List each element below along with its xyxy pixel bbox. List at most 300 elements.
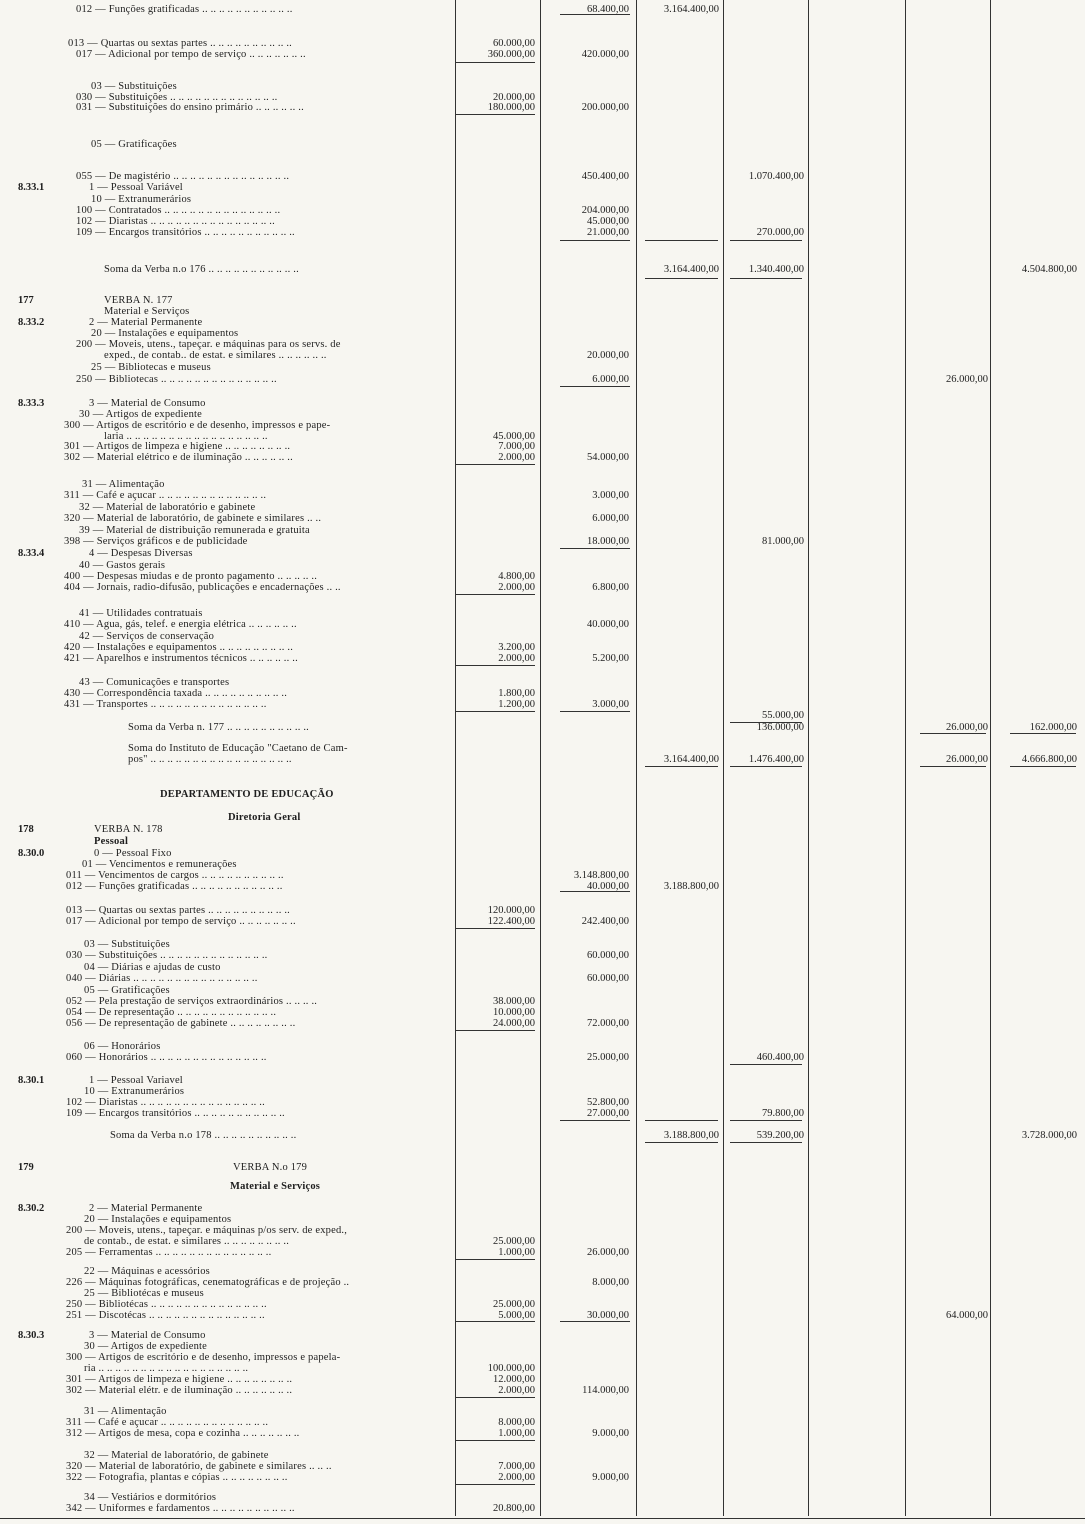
table-row bbox=[0, 916, 1085, 927]
row-label: Soma da Verba n.o 176 .. .. .. .. .. .. .. .. .. .. .. bbox=[104, 264, 299, 275]
table-row bbox=[0, 1428, 1085, 1439]
table-row bbox=[0, 38, 1085, 49]
table-row bbox=[0, 789, 1085, 800]
row-label: 42 — Serviços de conservação bbox=[79, 631, 215, 642]
row-label: 430 — Correspondência taxada .. .. .. .. .. .. .. .. .. .. bbox=[64, 688, 288, 699]
table-row bbox=[0, 848, 1085, 859]
table-row bbox=[0, 642, 1085, 653]
amount-c1: 2.000,00 bbox=[498, 1472, 535, 1483]
row-label: 017 — Adicional por tempo de serviço .. .. .. .. .. .. .. bbox=[76, 49, 306, 60]
classification-code: 8.33.1 bbox=[18, 182, 45, 193]
row-label: 300 — Artigos de escritório e de desenho, impressos e pape- bbox=[64, 420, 331, 431]
classification-code: 178 bbox=[18, 824, 34, 835]
row-label: Material e Serviços bbox=[230, 1181, 321, 1192]
subtotal-rule bbox=[455, 114, 535, 115]
table-row bbox=[0, 1406, 1085, 1417]
table-row bbox=[0, 4, 1085, 15]
subtotal-rule bbox=[455, 1321, 535, 1322]
amount-c4: 1.340.400,00 bbox=[748, 264, 804, 275]
table-row bbox=[0, 1203, 1085, 1214]
amount-c4: 1.476.400,00 bbox=[748, 754, 804, 765]
table-row bbox=[0, 295, 1085, 306]
row-label: 1 — Pessoal Variável bbox=[89, 182, 183, 193]
amount-c4: 460.400,00 bbox=[756, 1052, 804, 1063]
table-row bbox=[0, 1330, 1085, 1341]
table-row bbox=[0, 264, 1085, 275]
row-label: 2 — Material Permanente bbox=[89, 1203, 203, 1214]
amount-c2: 25.000,00 bbox=[587, 1052, 629, 1063]
table-row bbox=[0, 398, 1085, 409]
subtotal-rule bbox=[730, 722, 802, 723]
table-row bbox=[0, 582, 1085, 593]
row-label: 030 — Substituições .. .. .. .. .. .. .. .. .. .. .. .. .. bbox=[76, 92, 278, 103]
row-label: 056 — De representação de gabinete .. .. .. .. .. .. .. .. bbox=[66, 1018, 296, 1029]
table-row bbox=[0, 102, 1085, 113]
amount-c1: 180.000,00 bbox=[487, 102, 535, 113]
subtotal-rule bbox=[920, 766, 986, 767]
row-label: 32 — Material de laboratório, de gabinete bbox=[84, 1450, 269, 1461]
amount-c2: 450.400,00 bbox=[581, 171, 629, 182]
row-label: 342 — Uniformes e fardamentos .. .. .. .. .. .. .. .. .. .. bbox=[66, 1503, 295, 1514]
amount-c1: 38.000,00 bbox=[493, 996, 535, 1007]
table-row bbox=[0, 1417, 1085, 1428]
amount-c2: 21.000,00 bbox=[587, 227, 629, 238]
table-row bbox=[0, 631, 1085, 642]
row-label: 013 — Quartas ou sextas partes .. .. .. .. .. .. .. .. .. .. bbox=[68, 38, 293, 49]
table-row bbox=[0, 962, 1085, 973]
classification-code: 8.30.1 bbox=[18, 1075, 45, 1086]
row-label: 2 — Material Permanente bbox=[89, 317, 203, 328]
amount-c1: 1.000,00 bbox=[498, 1247, 535, 1258]
subtotal-rule bbox=[560, 14, 630, 15]
table-row bbox=[0, 306, 1085, 317]
table-row bbox=[0, 939, 1085, 950]
table-row bbox=[0, 571, 1085, 582]
row-label: 25 — Bibliotécas e museus bbox=[84, 1288, 204, 1299]
table-row bbox=[0, 608, 1085, 619]
row-label: 250 — Bibliotecas .. .. .. .. .. .. .. .. .. .. .. .. .. .. bbox=[76, 374, 277, 385]
table-row bbox=[0, 859, 1085, 870]
row-label: 20 — Instalações e equipamentos bbox=[84, 1214, 232, 1225]
amount-c1: 2.000,00 bbox=[498, 452, 535, 463]
table-row bbox=[0, 1097, 1085, 1108]
row-label: 25 — Bibliotecas e museus bbox=[91, 362, 211, 373]
classification-code: 8.30.0 bbox=[18, 848, 45, 859]
row-label: 3 — Material de Consumo bbox=[89, 398, 206, 409]
amount-c1: 5.000,00 bbox=[498, 1310, 535, 1321]
subtotal-rule bbox=[560, 386, 630, 387]
amount-c2: 60.000,00 bbox=[587, 973, 629, 984]
row-label: 226 — Máquinas fotográficas, cenematográficas e de projeção .. bbox=[66, 1277, 350, 1288]
table-row bbox=[0, 699, 1085, 710]
row-label: 0 — Pessoal Fixo bbox=[94, 848, 172, 859]
row-label: Diretoria Geral bbox=[228, 812, 301, 823]
amount-c4: 1.070.400,00 bbox=[748, 171, 804, 182]
table-row bbox=[0, 1352, 1085, 1363]
table-row bbox=[0, 1130, 1085, 1141]
subtotal-rule bbox=[560, 891, 630, 892]
table-row bbox=[0, 985, 1085, 996]
classification-code: 8.30.3 bbox=[18, 1330, 45, 1341]
row-label: 410 — Agua, gás, telef. e energia elétrica .. .. .. .. .. .. bbox=[64, 619, 297, 630]
table-row bbox=[0, 171, 1085, 182]
table-row bbox=[0, 441, 1085, 452]
row-label: 400 — Despesas miudas e de pronto pagamento .. .. .. .. .. bbox=[64, 571, 318, 582]
row-label: 301 — Artigos de limpeza e higiene .. .. .. .. .. .. .. .. bbox=[66, 1374, 293, 1385]
bottom-rule bbox=[0, 1518, 1085, 1519]
table-row bbox=[0, 1310, 1085, 1321]
row-label: 040 — Diárias .. .. .. .. .. .. .. .. .. .. .. .. .. .. .. bbox=[66, 973, 258, 984]
table-row bbox=[0, 548, 1085, 559]
table-row bbox=[0, 1363, 1085, 1374]
row-label: 32 — Material de laboratório e gabinete bbox=[79, 502, 256, 513]
subtotal-rule bbox=[455, 1440, 535, 1441]
row-label: 060 — Honorários .. .. .. .. .. .. .. .. .. .. .. .. .. .. bbox=[66, 1052, 267, 1063]
amount-c1: 12.000,00 bbox=[493, 1374, 535, 1385]
table-row bbox=[0, 870, 1085, 881]
row-label: 012 — Funções gratificadas .. .. .. .. .. .. .. .. .. .. .. bbox=[76, 4, 293, 15]
amount-c2: 242.400,00 bbox=[581, 916, 629, 927]
amount-c2: 114.000,00 bbox=[582, 1385, 629, 1396]
table-row bbox=[0, 409, 1085, 420]
row-label: 43 — Comunicações e transportes bbox=[79, 677, 230, 688]
row-label: 030 — Substituições .. .. .. .. .. .. .. .. .. .. .. .. .. bbox=[66, 950, 268, 961]
table-row bbox=[0, 1450, 1085, 1461]
subtotal-rule bbox=[560, 240, 630, 241]
amount-c2: 40.000,00 bbox=[587, 619, 629, 630]
amount-c2: 6.800,00 bbox=[592, 582, 629, 593]
row-label: Soma da Verba n. 177 .. .. .. .. .. .. .. .. .. .. bbox=[128, 722, 309, 733]
table-row bbox=[0, 1075, 1085, 1086]
amount-c1: 1.200,00 bbox=[498, 699, 535, 710]
subtotal-rule bbox=[455, 1030, 535, 1031]
amount-c2: 200.000,00 bbox=[581, 102, 629, 113]
table-row bbox=[0, 710, 1085, 721]
row-label: 30 — Artigos de expediente bbox=[79, 409, 203, 420]
row-label: 200 — Moveis, utens., tapeçar. e máquinas p/os serv. de exped., bbox=[66, 1225, 348, 1236]
amount-c3: 3.188.800,00 bbox=[663, 881, 719, 892]
table-row bbox=[0, 812, 1085, 823]
row-label: Pessoal bbox=[94, 836, 129, 847]
amount-c2: 18.000,00 bbox=[587, 536, 629, 547]
amount-c2: 60.000,00 bbox=[587, 950, 629, 961]
amount-c2: 26.000,00 bbox=[587, 1247, 629, 1258]
row-label: VERBA N.o 179 bbox=[233, 1162, 308, 1173]
table-row bbox=[0, 1341, 1085, 1352]
classification-code: 8.33.4 bbox=[18, 548, 45, 559]
row-label: 251 — Discotécas .. .. .. .. .. .. .. .. .. .. .. .. .. .. bbox=[66, 1310, 265, 1321]
amount-c2: 204.000,00 bbox=[581, 205, 629, 216]
row-label: 31 — Alimentação bbox=[84, 1406, 167, 1417]
table-row bbox=[0, 1461, 1085, 1472]
table-row bbox=[0, 653, 1085, 664]
row-label: 31 — Alimentação bbox=[82, 479, 165, 490]
amount-c4: 55.000,00 bbox=[762, 710, 804, 721]
amount-c1: 10.000,00 bbox=[493, 1007, 535, 1018]
table-row bbox=[0, 1018, 1085, 1029]
row-label: 109 — Encargos transitórios .. .. .. .. .. .. .. .. .. .. .. bbox=[76, 227, 295, 238]
table-row bbox=[0, 560, 1085, 571]
amount-c1: 120.000,00 bbox=[487, 905, 535, 916]
classification-code: 179 bbox=[18, 1162, 34, 1173]
amount-c2: 420.000,00 bbox=[581, 49, 629, 60]
subtotal-rule bbox=[560, 548, 630, 549]
amount-c2: 9.000,00 bbox=[592, 1428, 629, 1439]
table-row bbox=[0, 49, 1085, 60]
amount-c1: 360.000,00 bbox=[487, 49, 535, 60]
amount-c1: 2.000,00 bbox=[498, 582, 535, 593]
table-row bbox=[0, 1503, 1085, 1514]
amount-c2: 27.000,00 bbox=[587, 1108, 629, 1119]
table-row bbox=[0, 836, 1085, 847]
amount-c4: 79.800,00 bbox=[762, 1108, 804, 1119]
subtotal-rule bbox=[1010, 733, 1076, 734]
row-label: 20 — Instalações e equipamentos bbox=[91, 328, 239, 339]
amount-c2: 6.000,00 bbox=[592, 374, 629, 385]
row-label: 320 — Material de laboratório, de gabinete e similares .. .. .. bbox=[66, 1461, 332, 1472]
amount-c1: 1.000,00 bbox=[498, 1428, 535, 1439]
amount-c2: 3.000,00 bbox=[592, 490, 629, 501]
amount-c2: 6.000,00 bbox=[592, 513, 629, 524]
subtotal-rule bbox=[455, 594, 535, 595]
table-row bbox=[0, 824, 1085, 835]
amount-c3: 3.188.800,00 bbox=[663, 1130, 719, 1141]
row-label: 34 — Vestiários e dormitórios bbox=[84, 1492, 217, 1503]
table-row bbox=[0, 1007, 1085, 1018]
subtotal-rule bbox=[645, 1142, 718, 1143]
row-label: 250 — Bibliotécas .. .. .. .. .. .. .. .. .. .. .. .. .. .. bbox=[66, 1299, 267, 1310]
subtotal-rule bbox=[645, 278, 718, 279]
row-label: 054 — De representação .. .. .. .. .. .. .. .. .. .. .. .. bbox=[66, 1007, 277, 1018]
amount-c1: 2.000,00 bbox=[498, 653, 535, 664]
row-label: 102 — Diaristas .. .. .. .. .. .. .. .. .. .. .. .. .. .. .. bbox=[66, 1097, 265, 1108]
row-label: 100 — Contratados .. .. .. .. .. .. .. .. .. .. .. .. .. .. bbox=[76, 205, 281, 216]
row-label: laria .. .. .. .. .. .. .. .. .. .. .. .. .. .. .. .. .. bbox=[104, 431, 268, 442]
amount-c5: 26.000,00 bbox=[946, 754, 988, 765]
amount-c6: 162.000,00 bbox=[1029, 722, 1077, 733]
amount-c2: 45.000,00 bbox=[587, 216, 629, 227]
row-label: 41 — Utilidades contratuais bbox=[79, 608, 203, 619]
amount-c1: 3.200,00 bbox=[498, 642, 535, 653]
row-label: 031 — Substituições do ensino primário .. .. .. .. .. .. bbox=[76, 102, 304, 113]
row-label: 1 — Pessoal Variavel bbox=[89, 1075, 183, 1086]
amount-c4: 539.200,00 bbox=[756, 1130, 804, 1141]
table-row bbox=[0, 973, 1085, 984]
amount-c3: 3.164.400,00 bbox=[663, 4, 719, 15]
table-row bbox=[0, 216, 1085, 227]
subtotal-rule bbox=[730, 240, 802, 241]
classification-code: 177 bbox=[18, 295, 34, 306]
classification-code: 8.30.2 bbox=[18, 1203, 45, 1214]
table-row bbox=[0, 205, 1085, 216]
table-row bbox=[0, 1041, 1085, 1052]
row-label: 3 — Material de Consumo bbox=[89, 1330, 206, 1341]
amount-c2: 40.000,00 bbox=[587, 881, 629, 892]
subtotal-rule bbox=[1010, 766, 1076, 767]
row-label: 05 — Gratificações bbox=[84, 985, 170, 996]
amount-c2: 54.000,00 bbox=[587, 452, 629, 463]
table-row bbox=[0, 677, 1085, 688]
table-row bbox=[0, 328, 1085, 339]
table-row bbox=[0, 139, 1085, 150]
row-label: 30 — Artigos de expediente bbox=[84, 1341, 208, 1352]
row-label: 311 — Café e açucar .. .. .. .. .. .. .. .. .. .. .. .. .. bbox=[66, 1417, 269, 1428]
row-label: 013 — Quartas ou sextas partes .. .. .. .. .. .. .. .. .. .. bbox=[66, 905, 291, 916]
subtotal-rule bbox=[455, 1397, 535, 1398]
table-row bbox=[0, 452, 1085, 463]
subtotal-rule bbox=[645, 240, 718, 241]
subtotal-rule bbox=[645, 1120, 718, 1121]
amount-c2: 52.800,00 bbox=[587, 1097, 629, 1108]
amount-c1: 20.000,00 bbox=[493, 92, 535, 103]
amount-c3: 3.164.400,00 bbox=[663, 264, 719, 275]
row-label: 03 — Substituições bbox=[91, 81, 177, 92]
amount-c1: 7.000,00 bbox=[498, 1461, 535, 1472]
row-label: 300 — Artigos de escritório e de desenho, impressos e papela- bbox=[66, 1352, 341, 1363]
table-row bbox=[0, 1181, 1085, 1192]
table-row bbox=[0, 490, 1085, 501]
subtotal-rule bbox=[645, 766, 718, 767]
table-row bbox=[0, 1086, 1085, 1097]
row-label: 01 — Vencimentos e remunerações bbox=[82, 859, 237, 870]
row-label: VERBA N. 177 bbox=[104, 295, 173, 306]
table-row bbox=[0, 1299, 1085, 1310]
amount-c3: 3.164.400,00 bbox=[663, 754, 719, 765]
amount-c2: 3.000,00 bbox=[592, 699, 629, 710]
table-row bbox=[0, 754, 1085, 765]
subtotal-rule bbox=[455, 1259, 535, 1260]
table-row bbox=[0, 536, 1085, 547]
row-label: ria .. .. .. .. .. .. .. .. .. .. .. .. .. .. .. .. .. .. bbox=[84, 1363, 249, 1374]
table-row bbox=[0, 374, 1085, 385]
row-label: 40 — Gastos gerais bbox=[79, 560, 166, 571]
amount-c5: 26.000,00 bbox=[946, 374, 988, 385]
table-row bbox=[0, 479, 1085, 490]
table-row bbox=[0, 1108, 1085, 1119]
table-row bbox=[0, 743, 1085, 754]
amount-c1: 60.000,00 bbox=[493, 38, 535, 49]
row-label: 421 — Aparelhos e instrumentos técnicos .. .. .. .. .. .. bbox=[64, 653, 298, 664]
table-row bbox=[0, 1277, 1085, 1288]
table-row bbox=[0, 1162, 1085, 1173]
amount-c1: 25.000,00 bbox=[493, 1299, 535, 1310]
table-row bbox=[0, 1236, 1085, 1247]
table-row bbox=[0, 420, 1085, 431]
amount-c1: 2.000,00 bbox=[498, 1385, 535, 1396]
subtotal-rule bbox=[455, 711, 535, 712]
row-label: 301 — Artigos de limpeza e higiene .. .. .. .. .. .. .. .. bbox=[64, 441, 291, 452]
table-row bbox=[0, 1052, 1085, 1063]
row-label: Material e Serviços bbox=[104, 306, 190, 317]
amount-c1: 24.000,00 bbox=[493, 1018, 535, 1029]
amount-c1: 100.000,00 bbox=[487, 1363, 535, 1374]
row-label: de contab., de estat. e similares .. .. .. .. .. .. .. .. bbox=[84, 1236, 290, 1247]
table-row bbox=[0, 1266, 1085, 1277]
table-row bbox=[0, 688, 1085, 699]
table-row bbox=[0, 619, 1085, 630]
table-row bbox=[0, 1214, 1085, 1225]
subtotal-rule bbox=[560, 1120, 630, 1121]
table-row bbox=[0, 502, 1085, 513]
subtotal-rule bbox=[730, 278, 802, 279]
table-row bbox=[0, 905, 1085, 916]
subtotal-rule bbox=[455, 464, 535, 465]
row-label: 205 — Ferramentas .. .. .. .. .. .. .. .. .. .. .. .. .. .. bbox=[66, 1247, 272, 1258]
table-row bbox=[0, 881, 1085, 892]
amount-c1: 25.000,00 bbox=[493, 1236, 535, 1247]
row-label: Soma do Instituto de Educação "Caetano de Cam- bbox=[128, 743, 348, 754]
amount-c2: 9.000,00 bbox=[592, 1472, 629, 1483]
subtotal-rule bbox=[455, 928, 535, 929]
row-label: 404 — Jornais, radio-difusão, publicações e encadernações .. .. bbox=[64, 582, 341, 593]
table-row bbox=[0, 513, 1085, 524]
row-label: 052 — Pela prestação de serviços extraordinários .. .. .. .. bbox=[66, 996, 318, 1007]
row-label: 017 — Adicional por tempo de serviço .. .. .. .. .. .. .. bbox=[66, 916, 296, 927]
row-label: 055 — De magistério .. .. .. .. .. .. .. .. .. .. .. .. .. .. bbox=[76, 171, 290, 182]
amount-c5: 64.000,00 bbox=[946, 1310, 988, 1321]
amount-c6: 4.666.800,00 bbox=[1021, 754, 1077, 765]
table-row bbox=[0, 1472, 1085, 1483]
row-label: 302 — Material elétrico e de iluminação .. .. .. .. .. .. bbox=[64, 452, 293, 463]
subtotal-rule bbox=[455, 665, 535, 666]
row-label: 10 — Extranumerários bbox=[91, 194, 192, 205]
amount-c1: 122.400,00 bbox=[487, 916, 535, 927]
row-label: 200 — Moveis, utens., tapeçar. e máquinas para os servs. de bbox=[76, 339, 341, 350]
amount-c1: 20.800,00 bbox=[493, 1503, 535, 1514]
table-row bbox=[0, 1288, 1085, 1299]
row-label: DEPARTAMENTO DE EDUCAÇÃO bbox=[160, 789, 334, 800]
amount-c2: 68.400,00 bbox=[587, 4, 629, 15]
row-label: 22 — Máquinas e acessórios bbox=[84, 1266, 210, 1277]
amount-c6: 4.504.800,00 bbox=[1021, 264, 1077, 275]
table-row bbox=[0, 722, 1085, 733]
amount-c1: 4.800,00 bbox=[498, 571, 535, 582]
amount-c2: 30.000,00 bbox=[587, 1310, 629, 1321]
row-label: 398 — Serviços gráficos e de publicidade bbox=[64, 536, 248, 547]
row-label: exped., de contab.. de estat. e similares .. .. .. .. .. .. bbox=[104, 350, 327, 361]
classification-code: 8.33.3 bbox=[18, 398, 45, 409]
subtotal-rule bbox=[455, 62, 535, 63]
amount-c2: 20.000,00 bbox=[587, 350, 629, 361]
row-label: 4 — Despesas Diversas bbox=[89, 548, 193, 559]
amount-c4: 81.000,00 bbox=[762, 536, 804, 547]
amount-c2: 5.200,00 bbox=[592, 653, 629, 664]
row-label: 011 — Vencimentos de cargos .. .. .. .. .. .. .. .. .. .. bbox=[66, 870, 284, 881]
table-row bbox=[0, 182, 1085, 193]
row-label: 102 — Diaristas .. .. .. .. .. .. .. .. .. .. .. .. .. .. .. bbox=[76, 216, 275, 227]
row-label: 06 — Honorários bbox=[84, 1041, 161, 1052]
row-label: 311 — Café e açucar .. .. .. .. .. .. .. .. .. .. .. .. .. bbox=[64, 490, 267, 501]
amount-c1: 1.800,00 bbox=[498, 688, 535, 699]
table-row bbox=[0, 339, 1085, 350]
row-label: VERBA N. 178 bbox=[94, 824, 163, 835]
subtotal-rule bbox=[730, 1064, 802, 1065]
amount-c5: 26.000,00 bbox=[946, 722, 988, 733]
subtotal-rule bbox=[920, 733, 986, 734]
subtotal-rule bbox=[560, 1321, 630, 1322]
amount-c1: 45.000,00 bbox=[493, 431, 535, 442]
table-row bbox=[0, 194, 1085, 205]
amount-c4: 136.000,00 bbox=[756, 722, 804, 733]
row-label: 322 — Fotografia, plantas e cópias .. .. .. .. .. .. .. .. bbox=[66, 1472, 288, 1483]
amount-c6: 3.728.000,00 bbox=[1021, 1130, 1077, 1141]
amount-c1: 7.000,00 bbox=[498, 441, 535, 452]
table-row bbox=[0, 1385, 1085, 1396]
amount-c1: 8.000,00 bbox=[498, 1417, 535, 1428]
subtotal-rule bbox=[560, 711, 630, 712]
amount-c2: 72.000,00 bbox=[587, 1018, 629, 1029]
amount-c2: 3.148.800,00 bbox=[573, 870, 629, 881]
